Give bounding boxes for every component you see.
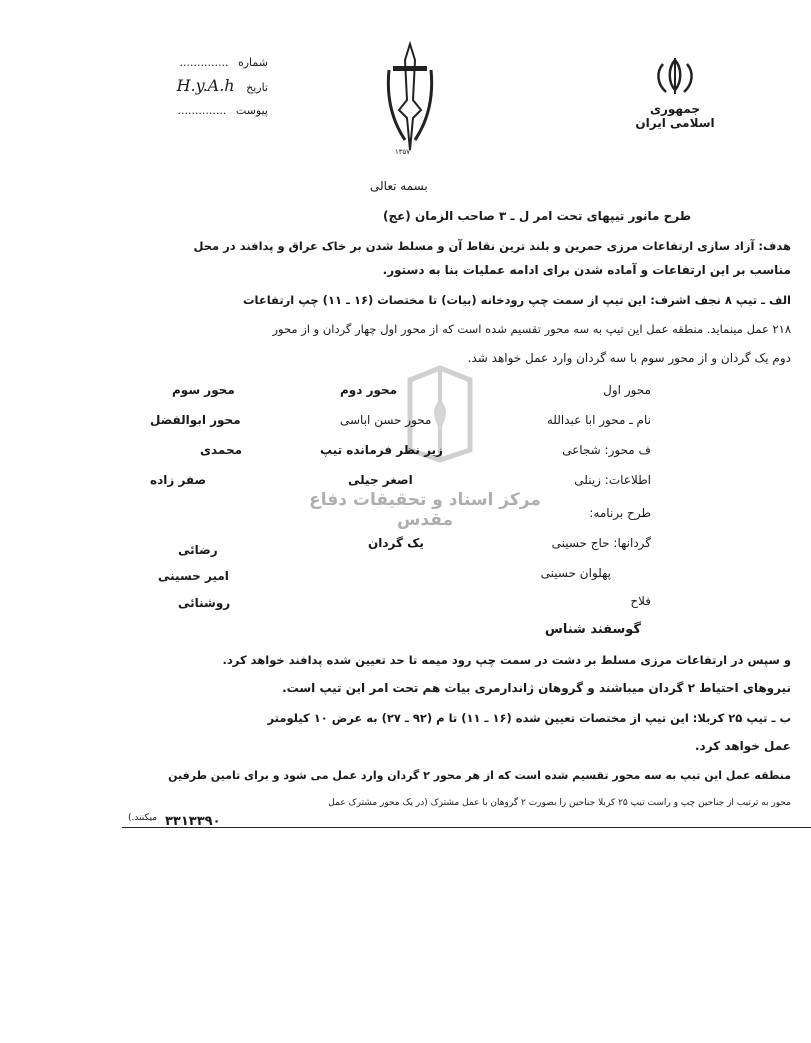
invocation: بسمه تعالی xyxy=(370,179,428,193)
axes-row-3-col-1: اطلاعات: زینلی xyxy=(574,473,651,487)
body-line-1: طرح مانور تیپهای تحت امر ل ـ ۳ صاحب الزمان (عج) xyxy=(382,209,691,223)
handwritten-date-signature: H.y.A.h xyxy=(176,76,235,95)
body-line-9: ب ـ تیپ ۲۵ کربلا: این تیپ از مختصات تعیین شده (۱۶ ـ ۱۱) تا م (۹۲ ـ ۲۷) به عرض ۱۰ کیلومتر xyxy=(267,711,791,725)
axes-header-3: محور سوم xyxy=(172,383,235,397)
watermark-text: مرکز اسناد و تحقیقات دفاع مقدس xyxy=(309,490,541,530)
axes-row-1-col-2: محور حسن اباسی xyxy=(340,413,432,427)
attachment-value: .............. xyxy=(177,104,227,117)
body-line-13: میکنند.) xyxy=(128,813,158,823)
axes-row-3-col-3: صفر زاده xyxy=(150,473,207,487)
program-label: طرح برنامه: xyxy=(589,506,651,520)
axes-header-1: محور اول xyxy=(603,383,651,397)
one-battalion: یک گردان xyxy=(368,536,424,550)
irgc-year: ۱۳۵۷ xyxy=(395,148,411,156)
number-label: شماره xyxy=(237,56,268,69)
axes-row-1-col-3: محور ابوالفضل xyxy=(150,413,241,427)
body-line-2: هدف: آزاد سازی ارتفاعات مرزی حمرین و بلند ترین نقاط آن و مسلط شدن بر خاک عراق و پدافند در محل xyxy=(193,239,791,253)
attachment-label: پیوست xyxy=(235,104,268,117)
body-line-8: نیروهای احتیاط ۲ گردان میباشند و گروهان ژاندارمری بیات هم تحت امر این تیپ است. xyxy=(282,681,791,695)
irgc-emblem-icon xyxy=(375,40,445,160)
gusfand-shenas: گوسفند شناس xyxy=(544,622,641,637)
axes-row-2-col-1: ف محور: شجاعی xyxy=(562,443,651,457)
axes-row-2-col-3: محمدی xyxy=(200,443,243,457)
body-line-4: الف ـ تیپ ۸ نجف اشرف: این تیپ از سمت چپ رودخانه (بیات) تا مختصات (۱۶ ـ ۱۱) چپ ارتفاعات xyxy=(243,293,791,307)
state-emblem-text: جمهوری اسلامی ایران xyxy=(635,102,715,130)
body-line-5: ۲۱۸ عمل مینماید. منطقه عمل این تیپ به سه محور تقسیم شده است که از محور اول چهار گردان و از محور xyxy=(272,322,791,336)
axes-row-1-col-1: نام ـ محور ابا عبدالله xyxy=(546,413,651,427)
battalion-left-1: رضائی xyxy=(178,543,218,557)
state-emblem xyxy=(630,56,720,130)
battalions-label: گردانها: حاج حسینی xyxy=(551,536,651,550)
axes-row-2-col-2: زیر نظر فرمانده تیپ xyxy=(320,443,443,457)
body-line-12: محور به ترتیب از جناحین چپ و راست تیپ ۲۵ کربلا جناحین را بصورت ۲ گروهان با عمل مشترک (در یک محور مشترک عمل xyxy=(328,798,791,808)
body-line-7: و سپس در ارتفاعات مرزی مسلط بر دشت در سمت چپ رود میمه تا حد تعیین شده پدافند خواهد کرد. xyxy=(222,653,791,667)
state-emblem-icon xyxy=(630,56,720,96)
axes-row-3-col-2: اصغر جیلی xyxy=(348,473,413,487)
body-line-3: مناسب بر این ارتفاعات و آماده شدن برای ادامه عملیات بنا به دستور. xyxy=(382,263,791,277)
date-label: تاریخ xyxy=(246,81,268,94)
body-line-10: عمل خواهد کرد. xyxy=(694,739,791,753)
body-line-11: منطقه عمل این تیپ به سه محور تقسیم شده است که از هر محور ۲ گردان وارد عمل می شود و برای تامین طرفین xyxy=(168,769,791,782)
irgc-emblem xyxy=(375,40,445,160)
reference-block xyxy=(118,56,268,124)
footer-divider xyxy=(122,827,811,828)
battalion-left-3: روشنائی xyxy=(178,596,231,610)
axes-header-2: محور دوم xyxy=(340,383,398,397)
footer-code: ۳۳۱۳۳۹۰ xyxy=(165,814,221,829)
battalion-left-2: امیر حسینی xyxy=(158,569,229,583)
battalion-list-2: فلاح xyxy=(630,594,651,608)
body-line-6: دوم یک گردان و از محور سوم با سه گردان وارد عمل خواهد شد. xyxy=(467,351,791,365)
number-value: .............. xyxy=(179,56,229,69)
battalion-list-1: پهلوان حسینی xyxy=(540,566,611,580)
